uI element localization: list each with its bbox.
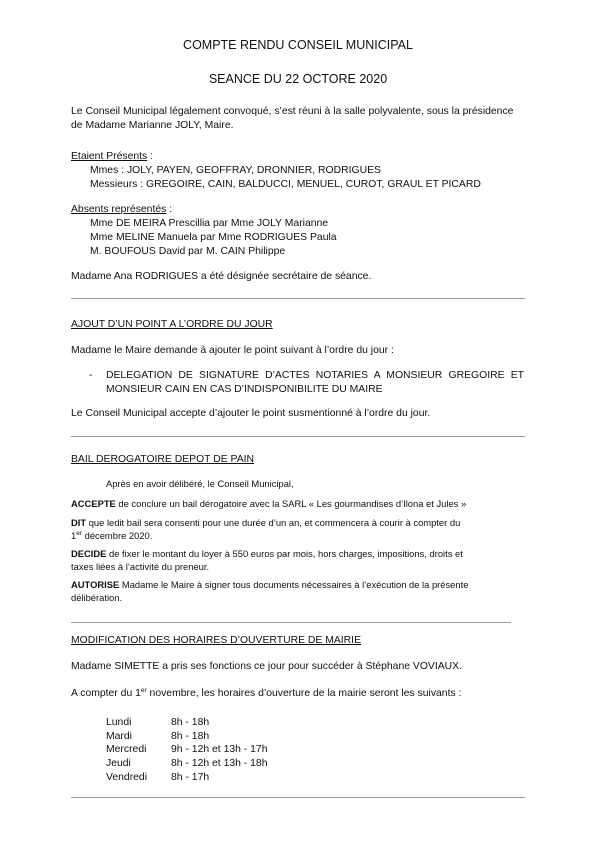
- section-heading-horaires: MODIFICATION DES HORAIRES D’OUVERTURE DE MAIRIE: [71, 635, 362, 646]
- presents-mmes: Mmes : JOLY, PAYEN, GEOFFRAY, DRONNIER, RODRIGUES: [90, 165, 381, 176]
- dit-day-suffix: er: [76, 530, 82, 537]
- divider: [71, 797, 525, 798]
- absent-item: Mme MELINE Manuela par Mme RODRIGUES Paula: [90, 232, 337, 243]
- divider: [71, 298, 525, 299]
- schedule-day: Mardi: [106, 731, 132, 742]
- ordre-du-jour-request: Madame le Maire demande à ajouter le point suivant à l’ordre du jour :: [71, 345, 394, 356]
- decide-text-1: de fixer le montant du loyer à 550 euros par mois, hors charges, impositions, droits et: [106, 548, 463, 559]
- divider: [71, 622, 511, 623]
- ordre-du-jour-conclusion: Le Conseil Municipal accepte d’ajouter le point susmentionné à l’ordre du jour.: [71, 408, 431, 419]
- ordre-du-jour-item-text-1: DELEGATION DE SIGNATURE D’ACTES NOTARIES A MONSIEUR GREGOIRE ET: [106, 370, 524, 381]
- accepte-paragraph: [71, 498, 466, 510]
- deliberation-line: Après en avoir délibéré, le Conseil Municipal,: [106, 478, 294, 489]
- presents-heading-colon: :: [147, 151, 154, 162]
- schedule-hours: 8h - 18h: [171, 717, 210, 728]
- absent-item: Mme DE MEIRA Prescillia par Mme JOLY Marianne: [90, 218, 329, 229]
- absents-heading: [71, 203, 172, 216]
- decide-keyword: DECIDE: [71, 548, 107, 559]
- schedule-day: Mercredi: [106, 744, 147, 755]
- decide-paragraph-line-1: [71, 548, 463, 560]
- dit-text-2: décembre 2020.: [82, 530, 153, 541]
- hours-intro: [71, 687, 461, 700]
- dit-paragraph-line-1: [71, 517, 460, 529]
- intro-line-1: Le Conseil Municipal légalement convoqué, s’est réuni à la salle polyvalente, sous la présidence: [71, 106, 514, 117]
- schedule-day: Lundi: [106, 717, 132, 728]
- ordre-du-jour-item-line-2: MONSIEUR CAIN EN CAS D’INDISPONIBILITE DU MAIRE: [106, 384, 383, 395]
- dit-day: 1: [71, 530, 77, 541]
- schedule-day: Vendredi: [106, 772, 148, 783]
- absents-heading-colon: :: [166, 204, 173, 215]
- accepte-text: de conclure un bail dérogatoire avec la SARL « Les gourmandises d’Ilona et Jules »: [115, 498, 467, 509]
- document-title: COMPTE RENDU CONSEIL MUNICIPAL: [183, 38, 413, 52]
- intro-line-2: de Madame Marianne JOLY, Maire.: [71, 120, 234, 131]
- absent-item: M. BOUFOUS David par M. CAIN Philippe: [90, 246, 286, 257]
- section-heading-ordre-du-jour: AJOUT D’UN POINT A L’ORDRE DU JOUR: [71, 319, 273, 330]
- divider: [71, 436, 525, 437]
- session-date-title: SEANCE DU 22 OCTORE 2020: [208, 72, 388, 86]
- hours-intro-start: A compter du 1: [71, 688, 141, 699]
- autorise-keyword: AUTORISE: [71, 579, 120, 590]
- accepte-keyword: ACCEPTE: [71, 498, 116, 509]
- autorise-paragraph-line-2: délibération.: [71, 592, 123, 603]
- dit-keyword: DIT: [71, 517, 87, 528]
- schedule-hours: 8h - 17h: [171, 772, 210, 783]
- schedule-hours: 9h - 12h et 13h - 17h: [171, 744, 268, 755]
- autorise-text-1: Madame le Maire à signer tous documents nécessaires à l’exécution de la présente: [119, 579, 469, 590]
- hours-intro-suffix: er: [140, 687, 147, 694]
- presents-heading-text: Etaient Présents: [71, 151, 148, 162]
- ordre-du-jour-item-line-1: [106, 369, 524, 382]
- list-bullet: -: [89, 370, 93, 381]
- dit-text-1: que ledit bail sera consenti pour une durée d’un an, et commencera à courir à compter du: [86, 517, 461, 528]
- simette-line: Madame SIMETTE a pris ses fonctions ce jour pour succéder à Stéphane VOVIAUX.: [71, 661, 462, 672]
- presents-messieurs: Messieurs : GREGOIRE, CAIN, BALDUCCI, MENUEL, CUROT, GRAUL ET PICARD: [90, 179, 481, 190]
- schedule-hours: 8h - 12h et 13h - 18h: [171, 758, 268, 769]
- section-heading-bail: BAIL DEROGATOIRE DEPOT DE PAIN: [71, 454, 255, 465]
- dit-paragraph-line-2: [71, 530, 152, 542]
- schedule-day: Jeudi: [106, 758, 131, 769]
- hours-intro-end: novembre, les horaires d’ouverture de la mairie seront les suivants :: [146, 688, 462, 699]
- autorise-paragraph-line-1: [71, 579, 468, 591]
- schedule-hours: 8h - 18h: [171, 731, 210, 742]
- secretary-line: Madame Ana RODRIGUES a été désignée secrétaire de séance.: [71, 271, 372, 282]
- decide-paragraph-line-2: taxes liées à l’activité du preneur.: [71, 561, 210, 572]
- presents-heading: [71, 150, 153, 163]
- absents-heading-text: Absents représentés: [71, 204, 167, 215]
